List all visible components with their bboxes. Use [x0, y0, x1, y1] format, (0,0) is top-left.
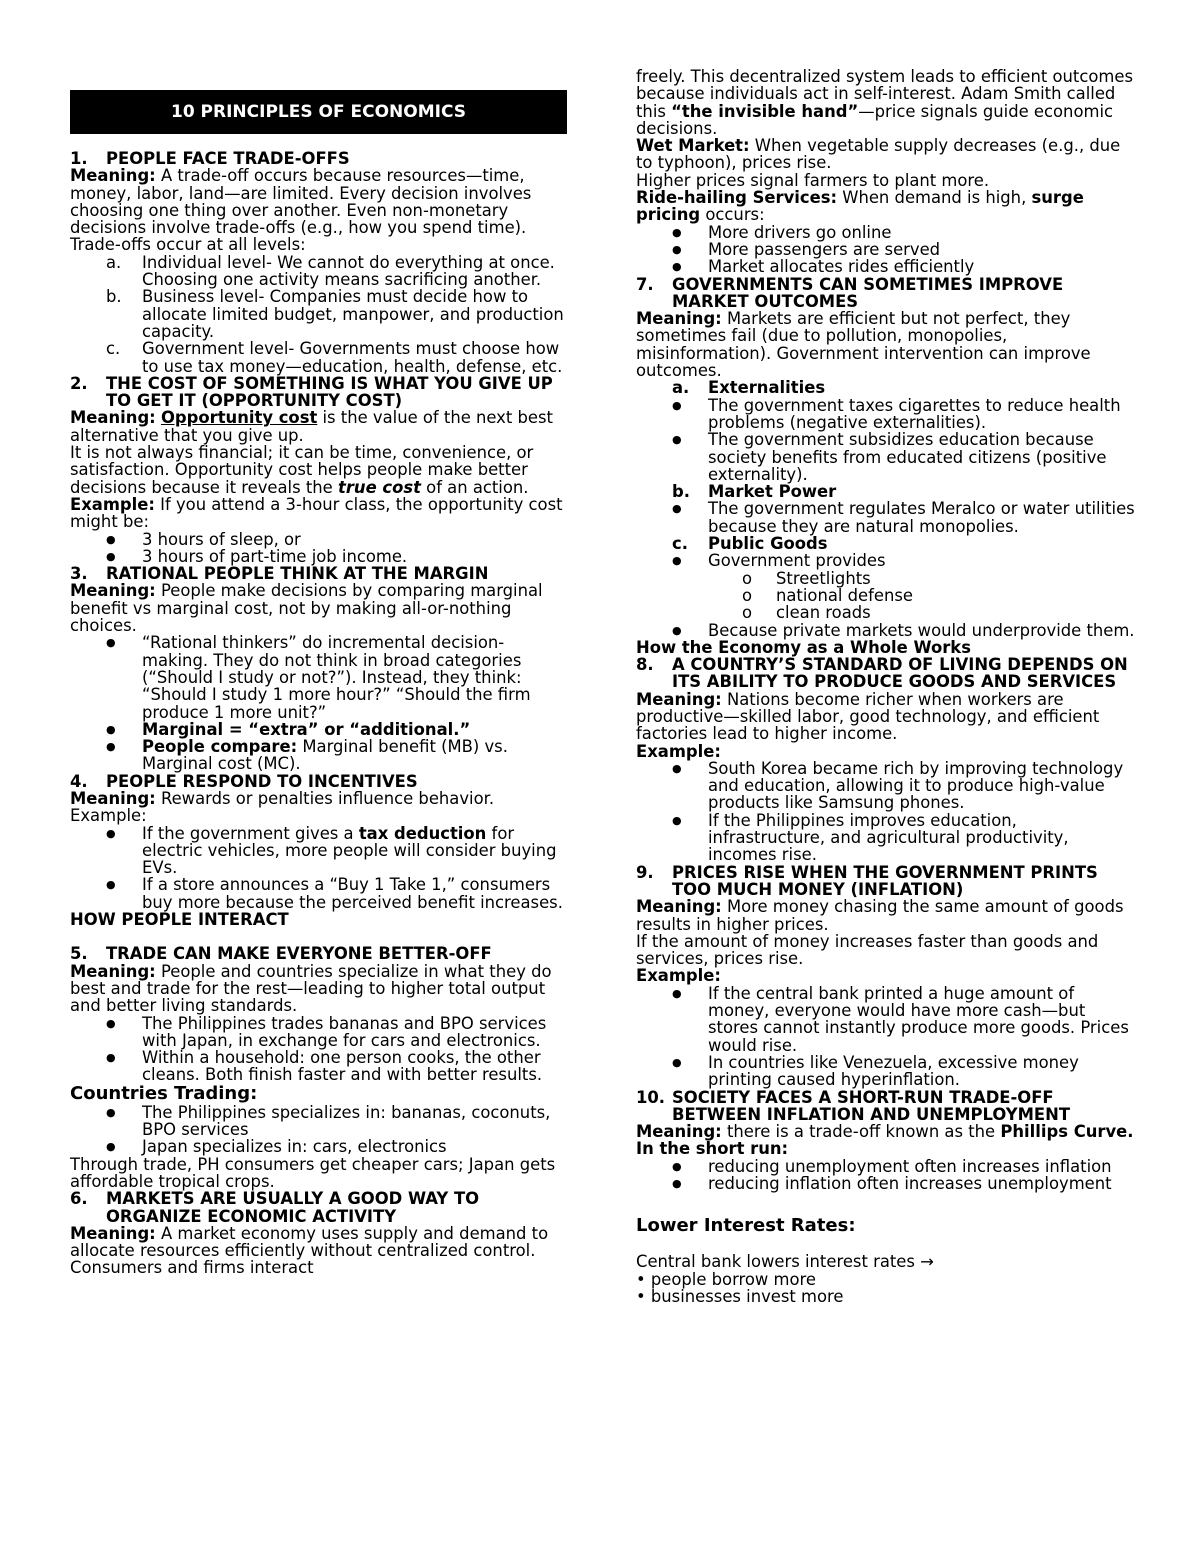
list-item: ● If the Philippines improves education, infrastructure, and agricultural productivity, incomes rise. [636, 812, 1136, 864]
principle-8-example: Example: [636, 741, 721, 761]
document-title: 10 PRINCIPLES OF ECONOMICS [70, 90, 567, 134]
principle-10-meaning: Meaning: there is a trade-off known as the Phillips Curve. [636, 1122, 1134, 1142]
wet-market-text-2: Higher prices signal farmers to plant more. [636, 170, 990, 190]
list-item: ● In countries like Venezuela, excessive money printing caused hyperinflation. [636, 1054, 1136, 1089]
principle-6-heading: 6. MARKETS ARE USUALLY A GOOD WAY TO ORGANIZE ECONOMIC ACTIVITY [70, 1189, 480, 1226]
list-item: o Streetlights [636, 570, 1136, 587]
list-item: ● If the government gives a tax deduction for electric vehicles, more people will consider buying EVs. [70, 825, 570, 877]
principle-1-levels: Trade-offs occur at all levels: [70, 235, 306, 255]
principle-1-heading: 1. PEOPLE FACE TRADE-OFFS [70, 149, 350, 168]
list-item: ● People compare: Marginal benefit (MB) vs. Marginal cost (MC). [70, 738, 570, 773]
list-item: ● Market allocates rides efficiently [636, 258, 1136, 275]
principle-1-meaning: Meaning: A trade-off occurs because resources—time, money, labor, land—are limited. Every decision involves choosing one thing over another. Even non-monetary decisions involve trade-offs (e.g., how you spend time). [70, 166, 532, 238]
principle-4-meaning: Meaning: Rewards or penalties influence behavior. [70, 788, 495, 808]
principle-3-meaning: Meaning: People make decisions by comparing marginal benefit vs marginal cost, not by making all-or-nothing choices. [70, 581, 543, 636]
principle-9-heading: 9. PRICES RISE WHEN THE GOVERNMENT PRINTS TOO MUCH MONEY (INFLATION) [636, 862, 1098, 899]
principle-6-meaning: Meaning: A market economy uses supply and demand to allocate resources efficiently without centralized control. Consumers and firms interact [70, 1223, 549, 1278]
principle-9-meaning: Meaning: More money chasing the same amount of goods results in higher prices. [636, 897, 1124, 934]
list-item: ● Marginal = “extra” or “additional.” [70, 721, 570, 738]
principle-4-heading: 4. PEOPLE RESPOND TO INCENTIVES [70, 771, 418, 791]
list-item: ● 3 hours of part-time job income. [70, 548, 570, 565]
principle-9-text: If the amount of money increases faster than goods and services, prices rise. [636, 931, 1099, 969]
short-run-heading: In the short run: [636, 1139, 789, 1159]
subheading-public-goods: c. Public Goods [672, 534, 828, 554]
list-item: ● reducing inflation often increases unemployment [636, 1175, 1136, 1192]
ride-hailing-text: Ride-hailing Services: When demand is high, surge pricing occurs: [636, 188, 1084, 225]
list-item: ● Government provides [636, 552, 1136, 569]
principle-2-text: It is not always financial; it can be time, convenience, or satisfaction. Opportunity cost helps people make better decisions because it reveals the true cost of an action. [70, 443, 534, 497]
section-heading-economy: How the Economy as a Whole Works [636, 637, 971, 657]
list-item: • businesses invest more [636, 1286, 844, 1306]
list-item: ● If the central bank printed a huge amount of money, everyone would have more cash—but stores cannot instantly produce more goods. Prices would rise. [636, 985, 1136, 1054]
list-item: ● More passengers are served [636, 241, 1136, 258]
list-item: ● If a store announces a “Buy 1 Take 1,” consumers buy more because the perceived benefit increases. [70, 876, 570, 911]
principle-8-heading: 8. A COUNTRY’S STANDARD OF LIVING DEPENDS ON ITS ABILITY TO PRODUCE GOODS AND SERVICES [636, 655, 1128, 692]
principle-6-continued: freely. This decentralized system leads to efficient outcomes because individuals act in self-interest. Adam Smith called this “the invisible hand”—price signals guide economic decisions. [636, 67, 1133, 138]
list-item: c. Government level- Governments must choose how to use tax money—education, health, defense, etc. [106, 339, 563, 376]
list-item: ● 3 hours of sleep, or [70, 531, 570, 548]
countries-trading-text: Through trade, PH consumers get cheaper cars; Japan gets affordable tropical crops. [70, 1154, 556, 1191]
lower-interest-rates-text: Central bank lowers interest rates → [636, 1252, 934, 1272]
principle-7-heading: 7. GOVERNMENTS CAN SOMETIMES IMPROVE MARKET OUTCOMES [636, 274, 1064, 311]
principle-9-example: Example: [636, 966, 721, 986]
list-item: ● South Korea became rich by improving technology and education, allowing it to produce high-value products like Samsung phones. [636, 760, 1136, 812]
list-item: ● More drivers go online [636, 224, 1136, 241]
list-item: ● Within a household: one person cooks, the other cleans. Both finish faster and with better results. [70, 1049, 570, 1084]
right-column [636, 68, 1136, 1305]
principle-2-heading: 2. THE COST OF SOMETHING IS WHAT YOU GIVE UP TO GET IT (OPPORTUNITY COST) [70, 373, 553, 411]
principle-8-meaning: Meaning: Nations become richer when workers are productive—skilled labor, good technology, and efficient factories lead to higher income. [636, 689, 1100, 744]
list-item: ● The Philippines specializes in: bananas, coconuts, BPO services [70, 1104, 570, 1139]
list-item: a. Individual level- We cannot do everything at once. Choosing one activity means sacrificing another. [106, 252, 555, 290]
principle-10-heading: 10. SOCIETY FACES A SHORT-RUN TRADE-OFF BETWEEN INFLATION AND UNEMPLOYMENT [636, 1087, 1071, 1124]
list-item: • people borrow more [636, 1269, 817, 1289]
principle-5-heading: 5. TRADE CAN MAKE EVERYONE BETTER-OFF [70, 944, 492, 964]
subheading-externalities: a. Externalities [672, 378, 826, 398]
list-item: ● The government taxes cigarettes to reduce health problems (negative externalities). [636, 397, 1136, 432]
list-item: o national defense [636, 587, 1136, 604]
principle-2-example: Example: If you attend a 3-hour class, the opportunity cost might be: [70, 494, 563, 532]
lower-interest-rates-heading: Lower Interest Rates: [636, 1215, 856, 1237]
wet-market-text: Wet Market: When vegetable supply decreases (e.g., due to typhoon), prices rise. [636, 136, 1121, 173]
list-item: o clean roads [636, 604, 1136, 621]
principle-3-heading: 3. RATIONAL PEOPLE THINK AT THE MARGIN [70, 564, 489, 584]
list-item: ● reducing unemployment often increases inflation [636, 1158, 1136, 1175]
list-item: ● The government regulates Meralco or water utilities because they are natural monopolies. [636, 500, 1136, 535]
list-item: b. Business level- Companies must decide how to allocate limited budget, manpower, and production capacity. [106, 287, 564, 341]
subheading-market-power: b. Market Power [672, 482, 837, 502]
list-item: ● “Rational thinkers” do incremental decision-making. They do not think in broad categories (“Should I study or not?”). Instead, they think: “Should I study 1 more hour?” “Should the firm produce 1 more unit?” [70, 634, 570, 720]
list-item: ● Japan specializes in: cars, electronics [70, 1138, 570, 1155]
countries-trading-heading: Countries Trading: [70, 1082, 258, 1104]
principle-5-meaning: Meaning: People and countries specialize in what they do best and trade for the rest—leading to higher total output and better living standards. [70, 961, 552, 1016]
principle-7-meaning: Meaning: Markets are efficient but not perfect, they sometimes fail (due to pollution, monopolies, misinformation). Government intervention can improve outcomes. [636, 309, 1091, 381]
principle-2-meaning: Meaning: Opportunity cost is the value of the next best alternative that you give up. [70, 408, 553, 445]
list-item: ● The government subsidizes education because society benefits from educated citizens (positive externality). [636, 431, 1136, 483]
list-item: ● The Philippines trades bananas and BPO services with Japan, in exchange for cars and electronics. [70, 1015, 570, 1050]
section-heading-interact: HOW PEOPLE INTERACT [70, 910, 289, 930]
principle-4-example: Example: [70, 806, 147, 826]
left-column [70, 90, 570, 1277]
list-item: ● Because private markets would underprovide them. [636, 622, 1136, 639]
